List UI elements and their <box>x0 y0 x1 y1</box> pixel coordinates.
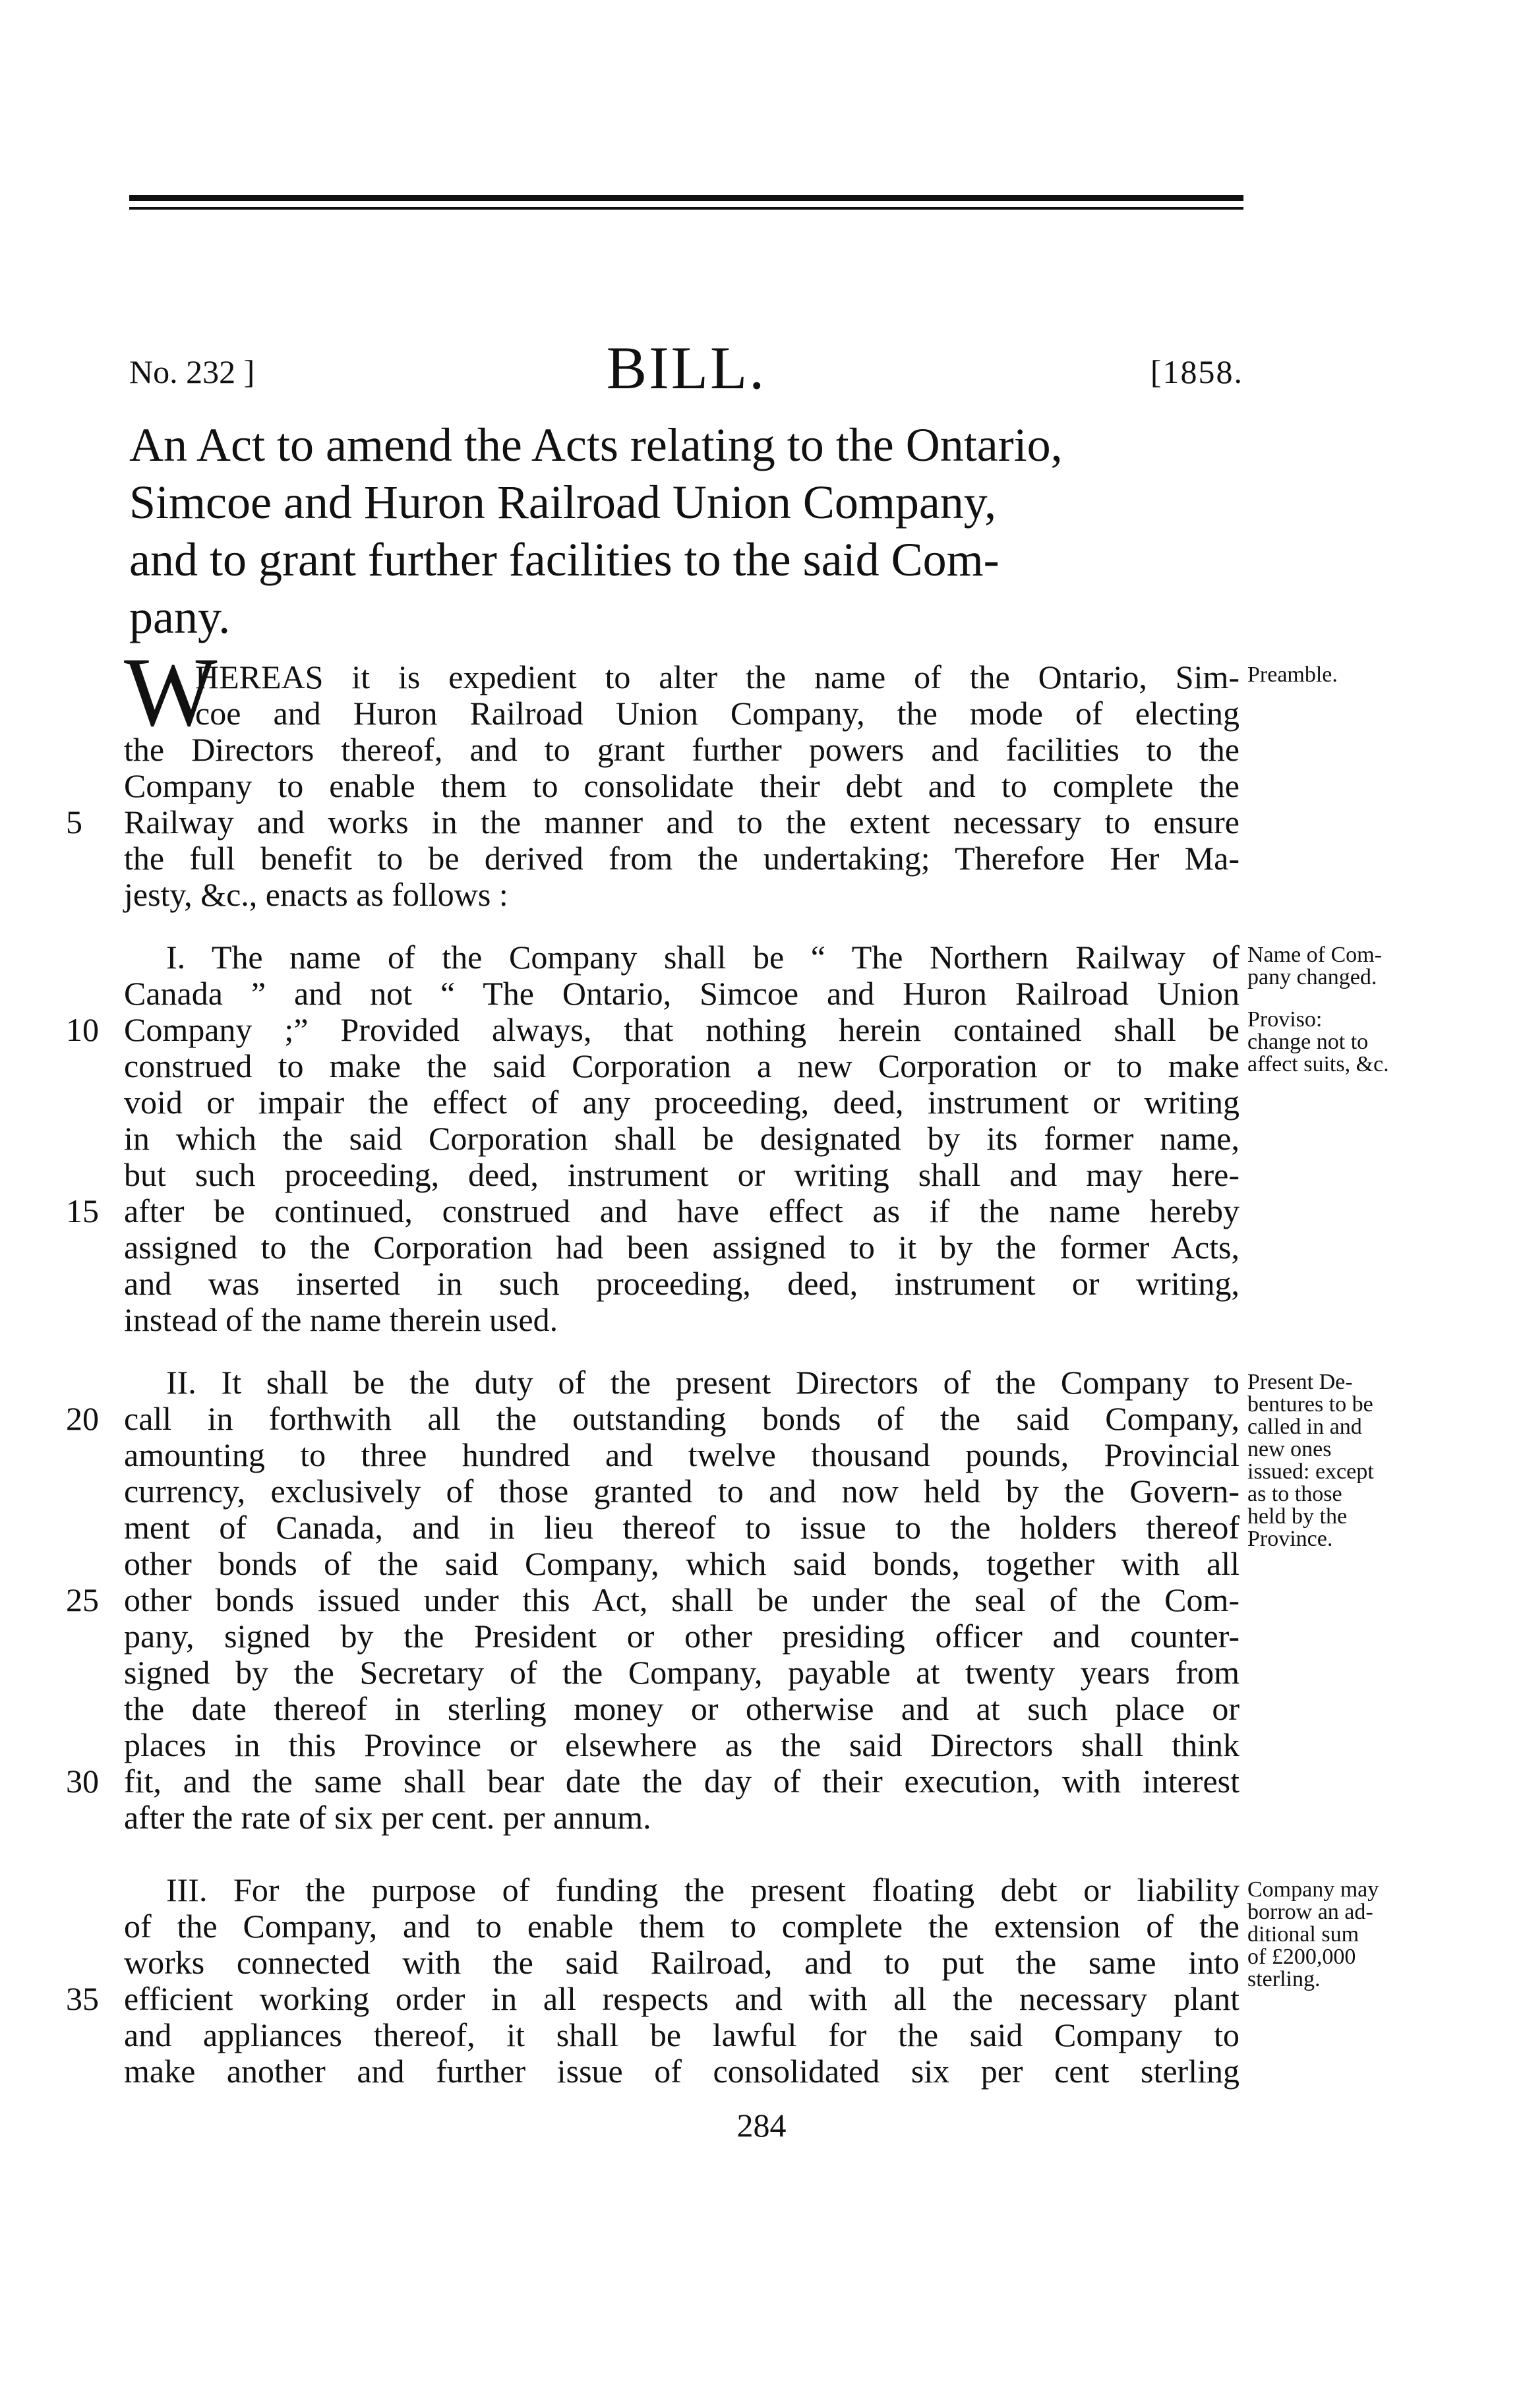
text-line: call in forthwith all the outstanding bonds of the said Company, <box>124 1400 1239 1437</box>
text-line: make another and further issue of consolidated six per cent sterling <box>124 2053 1239 2090</box>
margin-note-proviso: Proviso: change not to affect suits, &c. <box>1247 1007 1389 1076</box>
text-line: III. For the purpose of funding the present floating debt or liability <box>166 1871 1239 1908</box>
margin-note-preamble: Preamble. <box>1247 662 1338 687</box>
text-line: the date thereof in sterling money or otherwise and at such place or <box>124 1690 1239 1727</box>
text-line: the Directors thereof, and to grant further powers and facilities to the <box>124 731 1239 768</box>
section-1-text <box>124 939 1239 1338</box>
text-line: ment of Canada, and in lieu thereof to issue to the holders thereof <box>124 1509 1239 1546</box>
line-number: 30 <box>66 1763 99 1800</box>
section-3-text <box>124 1872 1239 2090</box>
preamble-text <box>124 659 1239 913</box>
dropcap: W <box>124 637 218 747</box>
line-number: 15 <box>66 1192 99 1229</box>
text-line: fit, and the same shall bear date the day of their execution, with interest <box>124 1763 1239 1800</box>
text-line: in which the said Corporation shall be designated by its former name, <box>124 1120 1239 1157</box>
text-line: Company ;” Provided always, that nothing herein contained shall be <box>124 1011 1239 1048</box>
text-line: signed by the Secretary of the Company, payable at twenty years from <box>124 1654 1239 1691</box>
text-line: amounting to three hundred and twelve thousand pounds, Provincial <box>124 1436 1239 1473</box>
text-line: other bonds of the said Company, which said bonds, together with all <box>124 1545 1239 1582</box>
text-line: jesty, &c., enacts as follows : <box>124 876 508 913</box>
text-line: instead of the name therein used. <box>124 1301 558 1338</box>
bill-header <box>129 333 1243 405</box>
text-line: HEREAS it is expedient to alter the name of the Ontario, Sim- <box>195 659 1239 695</box>
line-number: 25 <box>66 1581 99 1618</box>
margin-note-debentures: Present De- bentures to be called in and new ones issued: except as to those held by the Province. <box>1247 1370 1374 1551</box>
line-number: 20 <box>66 1400 99 1437</box>
text-line: I. The name of the Company shall be “ The Northern Railway of <box>166 939 1239 976</box>
line-number: 35 <box>66 1980 99 2017</box>
text-line: void or impair the effect of any proceeding, deed, instrument or writing <box>124 1084 1239 1121</box>
title-line: An Act to amend the Acts relating to the Ontario, <box>129 419 1063 471</box>
text-line: works connected with the said Railroad, and to put the same into <box>124 1944 1239 1981</box>
text-line: and was inserted in such proceeding, deed, instrument or writing, <box>124 1265 1239 1302</box>
text-line: other bonds issued under this Act, shall be under the seal of the Com- <box>124 1581 1239 1618</box>
text-line: currency, exclusively of those granted to and now held by the Govern- <box>124 1473 1239 1510</box>
bill-year: [1858. <box>1150 353 1243 390</box>
line-number: 5 <box>66 804 82 840</box>
act-title <box>129 417 1243 646</box>
page-number: 284 <box>736 2107 787 2144</box>
title-line: and to grant further facilities to the said Com- <box>129 533 1000 586</box>
title-line: pany. <box>129 591 231 643</box>
text-line: assigned to the Corporation had been assigned to it by the former Acts, <box>124 1229 1239 1266</box>
text-line: coe and Huron Railroad Union Company, the mode of electing <box>195 695 1239 732</box>
bill-number: No. 232 ] <box>129 353 255 390</box>
text-line: after the rate of six per cent. per annum. <box>124 1799 651 1836</box>
text-line: pany, signed by the President or other presiding officer and counter- <box>124 1618 1239 1655</box>
text-line: efficient working order in all respects and with all the necessary plant <box>124 1980 1239 2017</box>
text-line: and appliances thereof, it shall be lawful for the said Company to <box>124 2016 1239 2053</box>
text-line: Company to enable them to consolidate their debt and to complete the <box>124 767 1239 804</box>
section-2-text <box>124 1365 1239 1836</box>
text-line: after be continued, construed and have effect as if the name hereby <box>124 1192 1239 1229</box>
text-line: places in this Province or elsewhere as the said Directors shall think <box>124 1726 1239 1763</box>
text-line: Canada ” and not “ The Ontario, Simcoe and Huron Railroad Union <box>124 975 1239 1012</box>
header-double-rule <box>129 195 1243 210</box>
text-line: construed to make the said Corporation a new Corporation or to make <box>124 1047 1239 1084</box>
line-number: 10 <box>66 1011 99 1048</box>
margin-note-borrow: Company may borrow an ad- ditional sum of £200,000 sterling. <box>1247 1877 1379 1991</box>
title-line: Simcoe and Huron Railroad Union Company, <box>129 476 997 529</box>
text-line: Railway and works in the manner and to the extent necessary to ensure <box>124 804 1239 840</box>
bill-label: BILL. <box>606 334 767 401</box>
text-line: the full benefit to be derived from the undertaking; Therefore Her Ma- <box>124 840 1239 877</box>
margin-note-name-changed: Name of Com- pany changed. <box>1247 943 1382 989</box>
text-line: but such proceeding, deed, instrument or writing shall and may here- <box>124 1156 1239 1193</box>
text-line: of the Company, and to enable them to complete the extension of the <box>124 1908 1239 1945</box>
text-line: II. It shall be the duty of the present Directors of the Company to <box>166 1364 1239 1401</box>
